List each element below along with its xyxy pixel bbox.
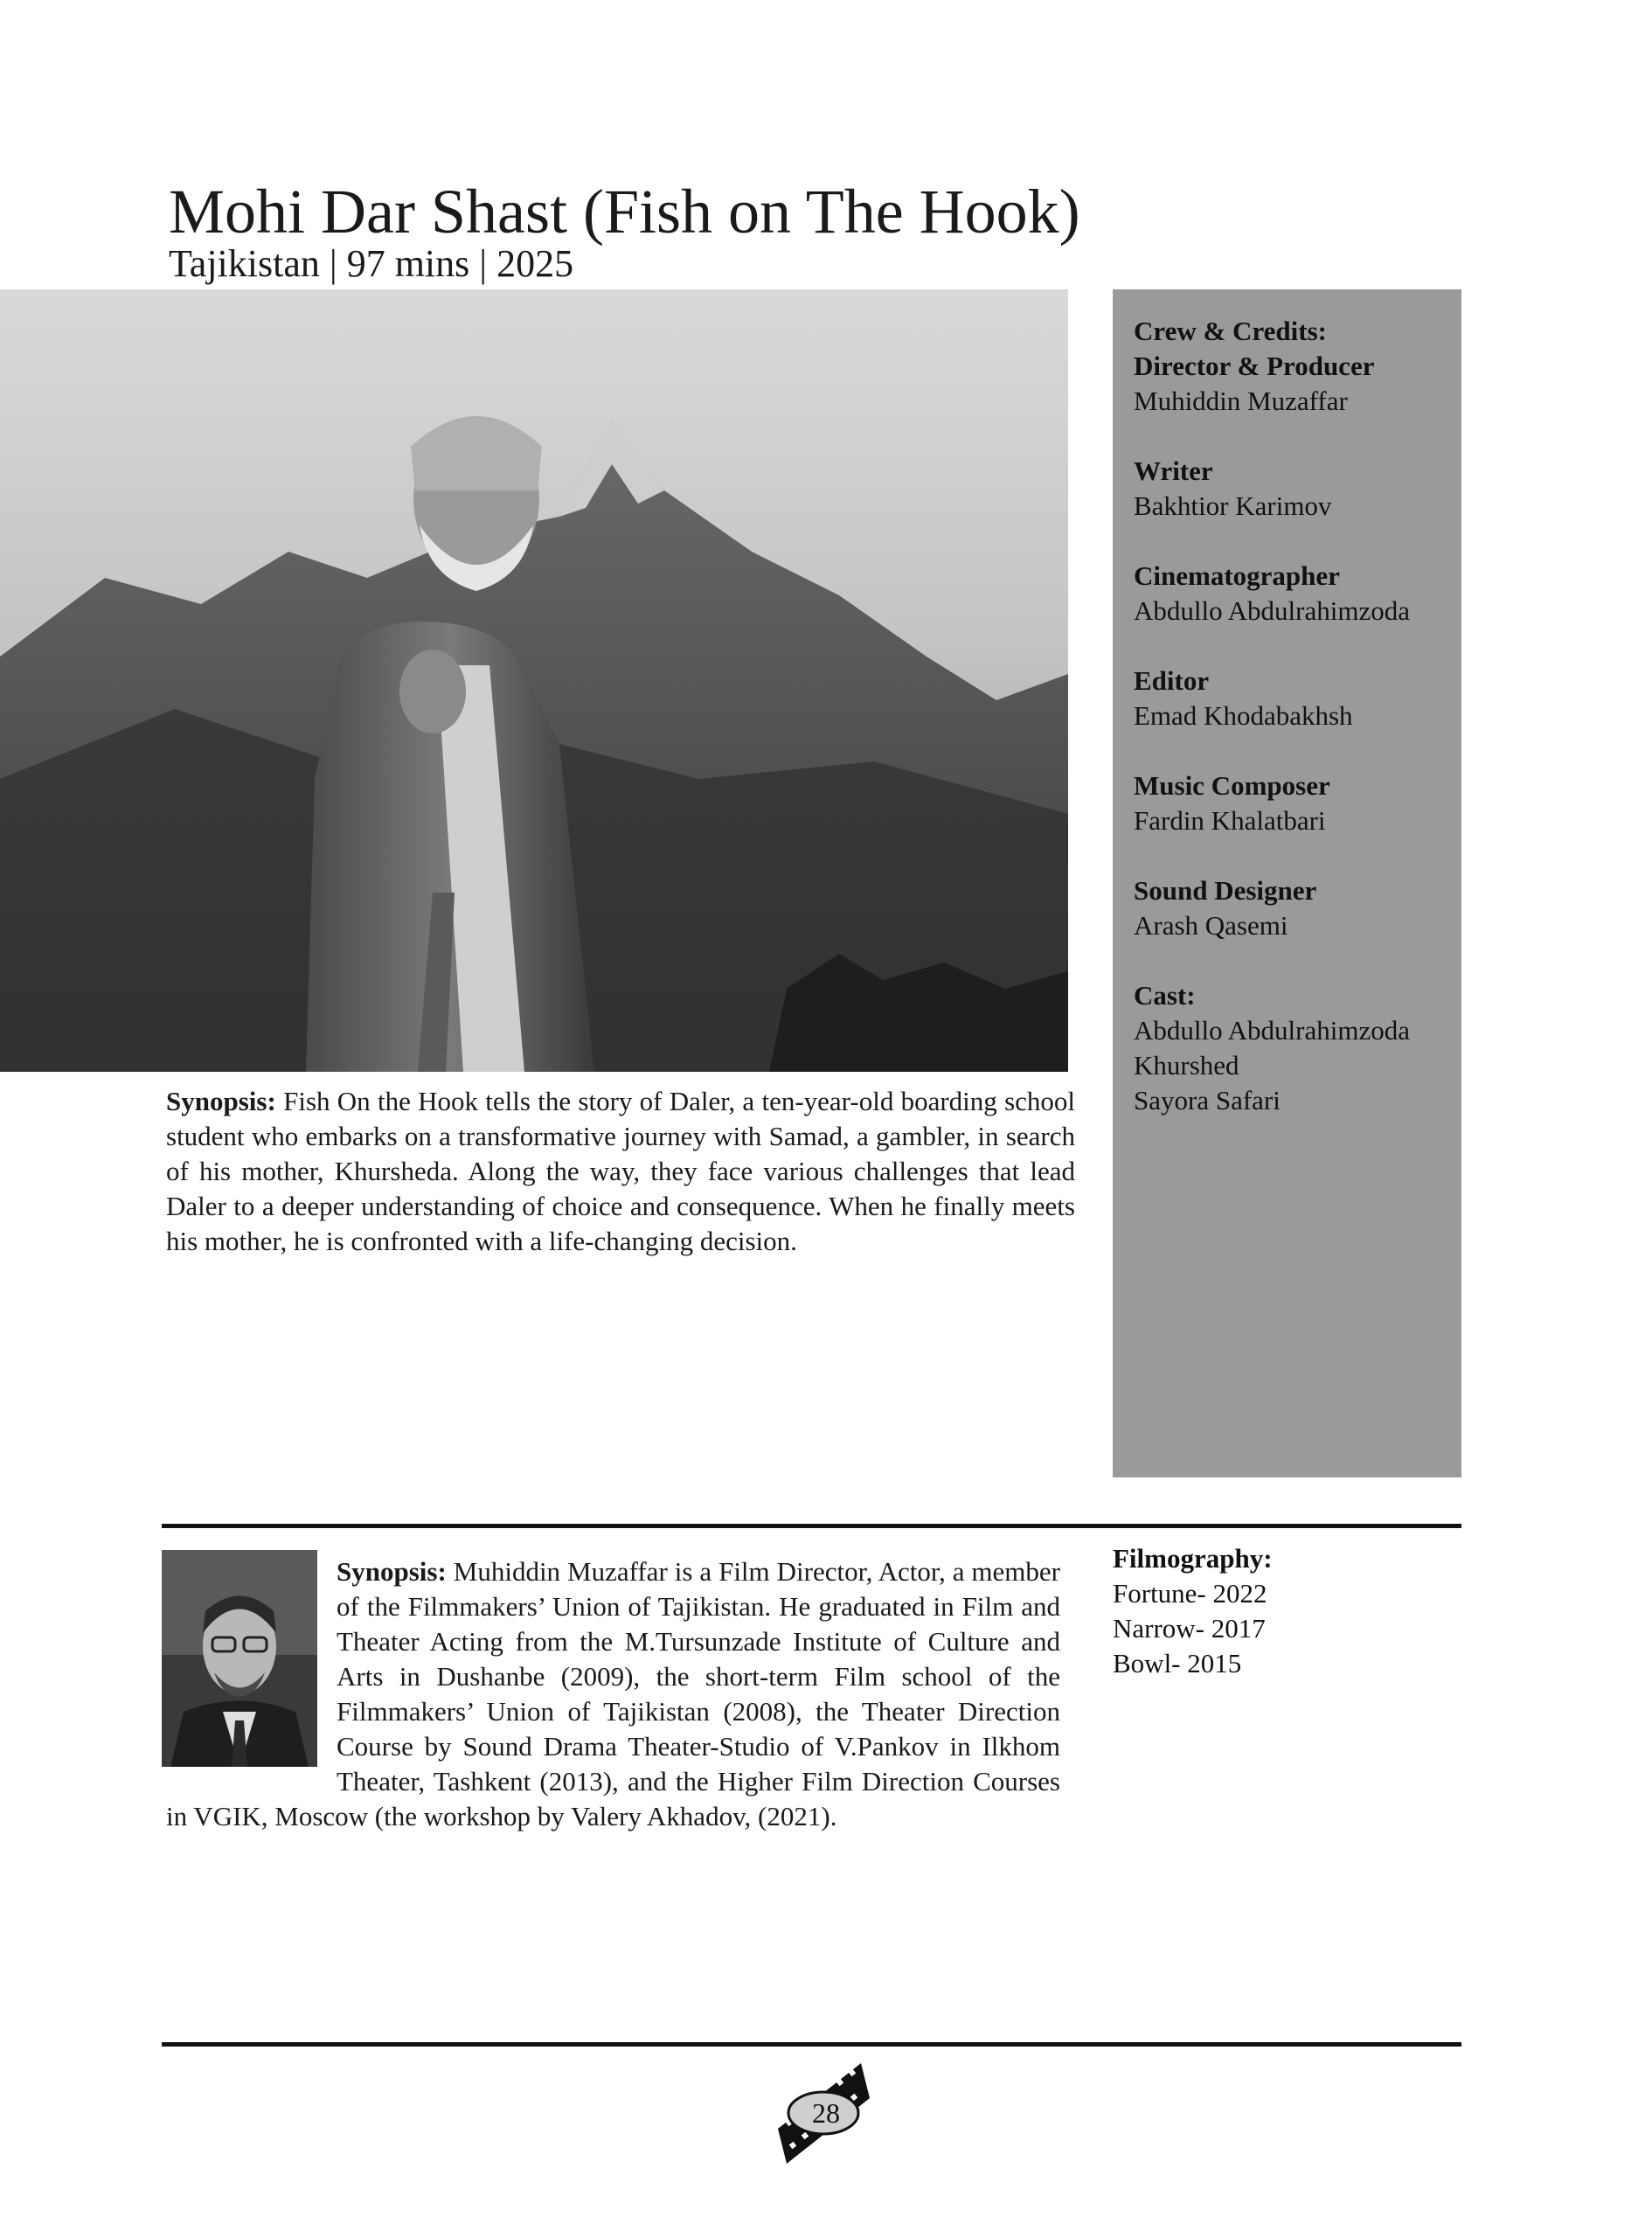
- credit-group: [1134, 768, 1461, 838]
- credit-name: Arash Qasemi: [1134, 910, 1288, 941]
- cast-group: [1134, 978, 1461, 1118]
- credit-name: Fardin Khalatbari: [1134, 805, 1326, 836]
- filmography-item: Bowl- 2015: [1113, 1648, 1242, 1678]
- footer-divider: [162, 2042, 1461, 2047]
- credit-group: [1134, 559, 1461, 629]
- credit-role: Director & Producer: [1134, 351, 1375, 381]
- credits-heading: Crew & Credits:: [1134, 316, 1327, 346]
- cast-name: Abdullo Abdulrahimzoda: [1134, 1015, 1410, 1046]
- cast-name: Khurshed: [1134, 1050, 1239, 1081]
- film-still-photo: [0, 289, 1068, 1072]
- cast-name: Sayora Safari: [1134, 1085, 1281, 1116]
- credit-group: [1134, 349, 1461, 419]
- director-bio: [166, 1554, 1060, 1834]
- filmography-item: Fortune- 2022: [1113, 1578, 1267, 1609]
- cast-heading: Cast:: [1134, 980, 1196, 1011]
- bio-label: Synopsis:: [337, 1556, 447, 1587]
- credit-name: Muhiddin Muzaffar: [1134, 386, 1348, 416]
- credit-group: [1134, 664, 1461, 733]
- synopsis-text: Fish On the Hook tells the story of Daler, a ten-year-old boarding school student who embarks on a transformative journey with Samad, a gambler, in search of his mother, Khursheda. Along the way, they face various challenges that lead Daler to a deeper understanding of choice and consequence. When he finally meets his mother, he is confronted with a life-changing decision.: [166, 1086, 1076, 1256]
- credit-name: Bakhtior Karimov: [1134, 490, 1332, 521]
- credit-role: Sound Designer: [1134, 875, 1317, 906]
- credit-group: [1134, 873, 1461, 943]
- synopsis-label: Synopsis:: [166, 1086, 276, 1116]
- credit-name: Emad Khodabakhsh: [1134, 700, 1353, 731]
- film-meta: Tajikistan | 97 mins | 2025: [169, 242, 574, 285]
- credit-role: Editor: [1134, 665, 1210, 696]
- credit-role: Cinematographer: [1134, 560, 1340, 591]
- crew-credits-panel: [1113, 289, 1461, 1477]
- film-synopsis: [166, 1084, 1075, 1259]
- filmography: [1113, 1541, 1445, 1681]
- film-title: Mohi Dar Shast (Fish on The Hook): [169, 177, 1080, 247]
- credit-role: Writer: [1134, 455, 1213, 486]
- filmography-item: Narrow- 2017: [1113, 1613, 1266, 1644]
- bio-text: Muhiddin Muzaffar is a Film Director, Actor, a member of the Filmmakers’ Union of Tajikistan. He graduated in Film and Theater Acting from the M.Tursunzade Institute of Culture and Arts in Dushanbe (2009), the short-term Film school of the Filmmakers’ Union of Tajikistan (2008), the Theater Direction Course by Sound Drama Theater-Studio of V.Pankov in Ilkhom Theater, Tashkent (2013), and the Higher Film Direction Courses in VGIK, Moscow (the workshop by Valery Akhadov, (2021).: [166, 1556, 1060, 1831]
- credit-group: [1134, 454, 1461, 524]
- credit-name: Abdullo Abdulrahimzoda: [1134, 595, 1410, 626]
- credit-role: Music Composer: [1134, 770, 1330, 801]
- section-divider: [162, 1524, 1461, 1528]
- filmography-heading: Filmography:: [1113, 1543, 1273, 1574]
- page-number: 28: [812, 2097, 840, 2129]
- portrait-wrap-space: [166, 1554, 337, 1799]
